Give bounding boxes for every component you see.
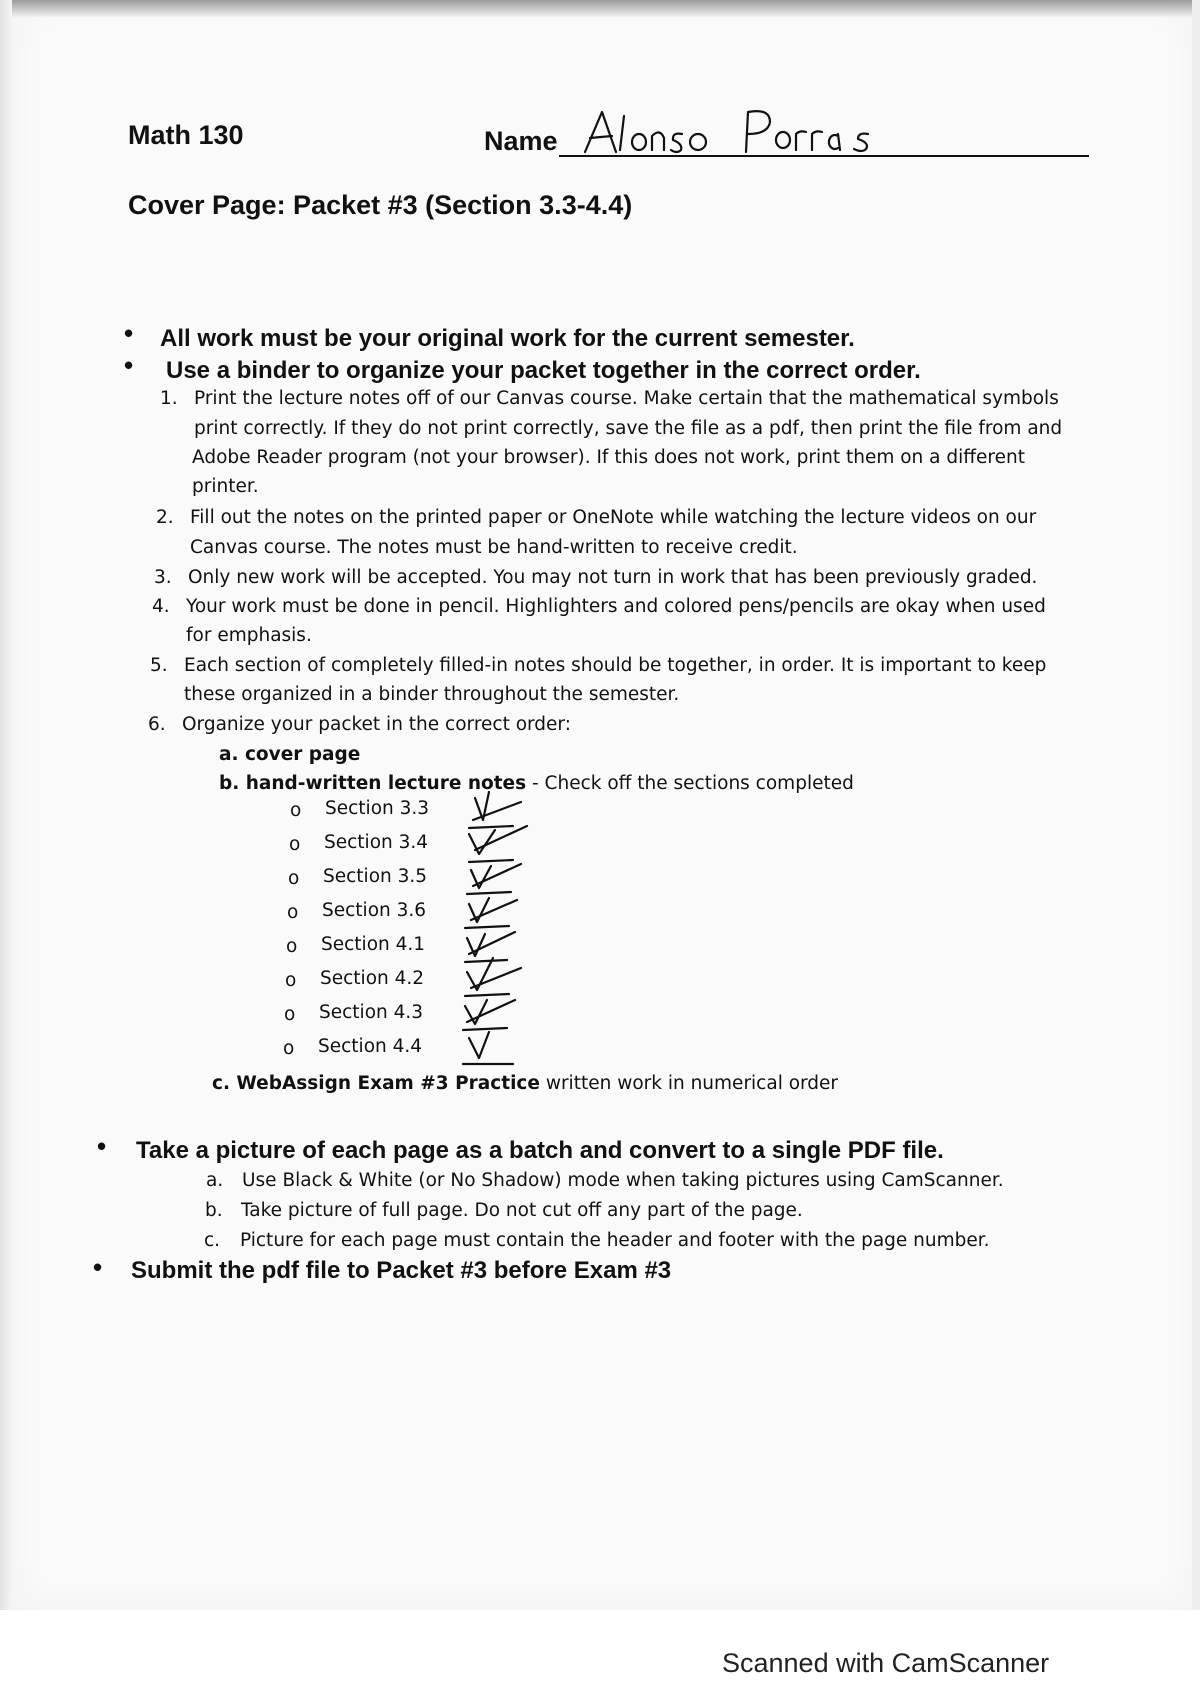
rule-line: Each section of completely filled-in notes should be together, in order. It is important to keep (184, 655, 1047, 676)
section-label: Section 4.2 (320, 968, 425, 989)
rule-line: Only new work will be accepted. You may not turn in work that has been previously graded. (188, 567, 1038, 588)
section-bullet: o (288, 868, 300, 889)
rule-number: 3. (154, 567, 172, 588)
bullet-dot: • (93, 1252, 103, 1282)
section-bullet: o (286, 936, 298, 957)
section-bullet: o (287, 902, 299, 923)
rule-line: Canvas course. The notes must be hand-written to receive credit. (190, 537, 798, 558)
rule-line: Adobe Reader program (not your browser). If this does not work, print them on a different (192, 447, 1025, 468)
scan-edge-left (0, 0, 12, 1610)
bullet-use-binder: Use a binder to organize your packet together in the correct order. (166, 357, 921, 384)
section-label: Section 3.3 (325, 798, 430, 819)
section-label: Section 4.3 (319, 1002, 424, 1023)
rule-line: Organize your packet in the correct order: (182, 714, 571, 735)
rule-line: printer. (192, 476, 259, 497)
section-bullet: o (290, 800, 302, 821)
order-lecture-notes: b. hand-written lecture notes - Check off the sections completed (219, 773, 854, 794)
order-webassign: c. WebAssign Exam #3 Practice written work in numerical order (212, 1073, 839, 1094)
section-bullet: o (285, 970, 297, 991)
section-label: Section 3.4 (324, 832, 429, 853)
section-bullet: o (289, 834, 301, 855)
bullet-submit-pdf: Submit the pdf file to Packet #3 before Exam #3 (131, 1257, 672, 1284)
rule-line: Your work must be done in pencil. Highlighters and colored pens/pencils are okay when used (186, 596, 1046, 617)
section-label: Section 3.6 (322, 900, 427, 921)
name-label: Name (484, 126, 558, 156)
rule-number: 6. (148, 714, 166, 735)
picture-rule-number: b. (205, 1200, 223, 1221)
picture-rule-number: c. (204, 1230, 221, 1251)
section-bullet: o (283, 1038, 295, 1059)
bullet-dot: • (124, 318, 134, 348)
picture-rule: Use Black & White (or No Shadow) mode when taking pictures using CamScanner. (242, 1170, 1004, 1191)
scan-edge-right (1192, 0, 1200, 1610)
picture-rule-number: a. (206, 1170, 224, 1191)
rule-line: Print the lecture notes off of our Canvas course. Make certain that the mathematical symbols (194, 388, 1059, 409)
rule-line: Fill out the notes on the printed paper or OneNote while watching the lecture videos on our (190, 507, 1037, 528)
bullet-dot: • (124, 350, 134, 380)
bullet-original-work: All work must be your original work for the current semester. (160, 325, 855, 352)
section-bullet: o (284, 1004, 296, 1025)
rule-line: print correctly. If they do not print correctly, save the file as a pdf, then print the file from and (194, 418, 1063, 439)
rule-number: 4. (152, 596, 170, 617)
order-cover-page: a. cover page (219, 744, 361, 765)
section-label: Section 4.4 (318, 1036, 423, 1057)
rule-number: 5. (150, 655, 168, 676)
camscanner-footer: Scanned with CamScanner (722, 1648, 1050, 1678)
rule-number: 2. (156, 507, 174, 528)
page-title: Cover Page: Packet #3 (Section 3.3-4.4) (128, 190, 633, 220)
rule-number: 1. (160, 388, 178, 409)
section-label: Section 3.5 (323, 866, 428, 887)
rule-line: for emphasis. (186, 625, 312, 646)
section-label: Section 4.1 (321, 934, 426, 955)
scan-edge-top (0, 0, 1200, 18)
bullet-take-picture: Take a picture of each page as a batch and convert to a single PDF file. (136, 1137, 944, 1164)
handwritten-name-signature (580, 106, 880, 156)
handwritten-checkmarks (455, 790, 535, 1070)
rule-line: these organized in a binder throughout the semester. (184, 684, 680, 705)
picture-rule: Take picture of full page. Do not cut off any part of the page. (241, 1200, 803, 1221)
picture-rule: Picture for each page must contain the header and footer with the page number. (240, 1230, 990, 1251)
bullet-dot: • (97, 1131, 107, 1161)
course-title: Math 130 (128, 120, 244, 150)
paper-sheet (12, 0, 1196, 1610)
